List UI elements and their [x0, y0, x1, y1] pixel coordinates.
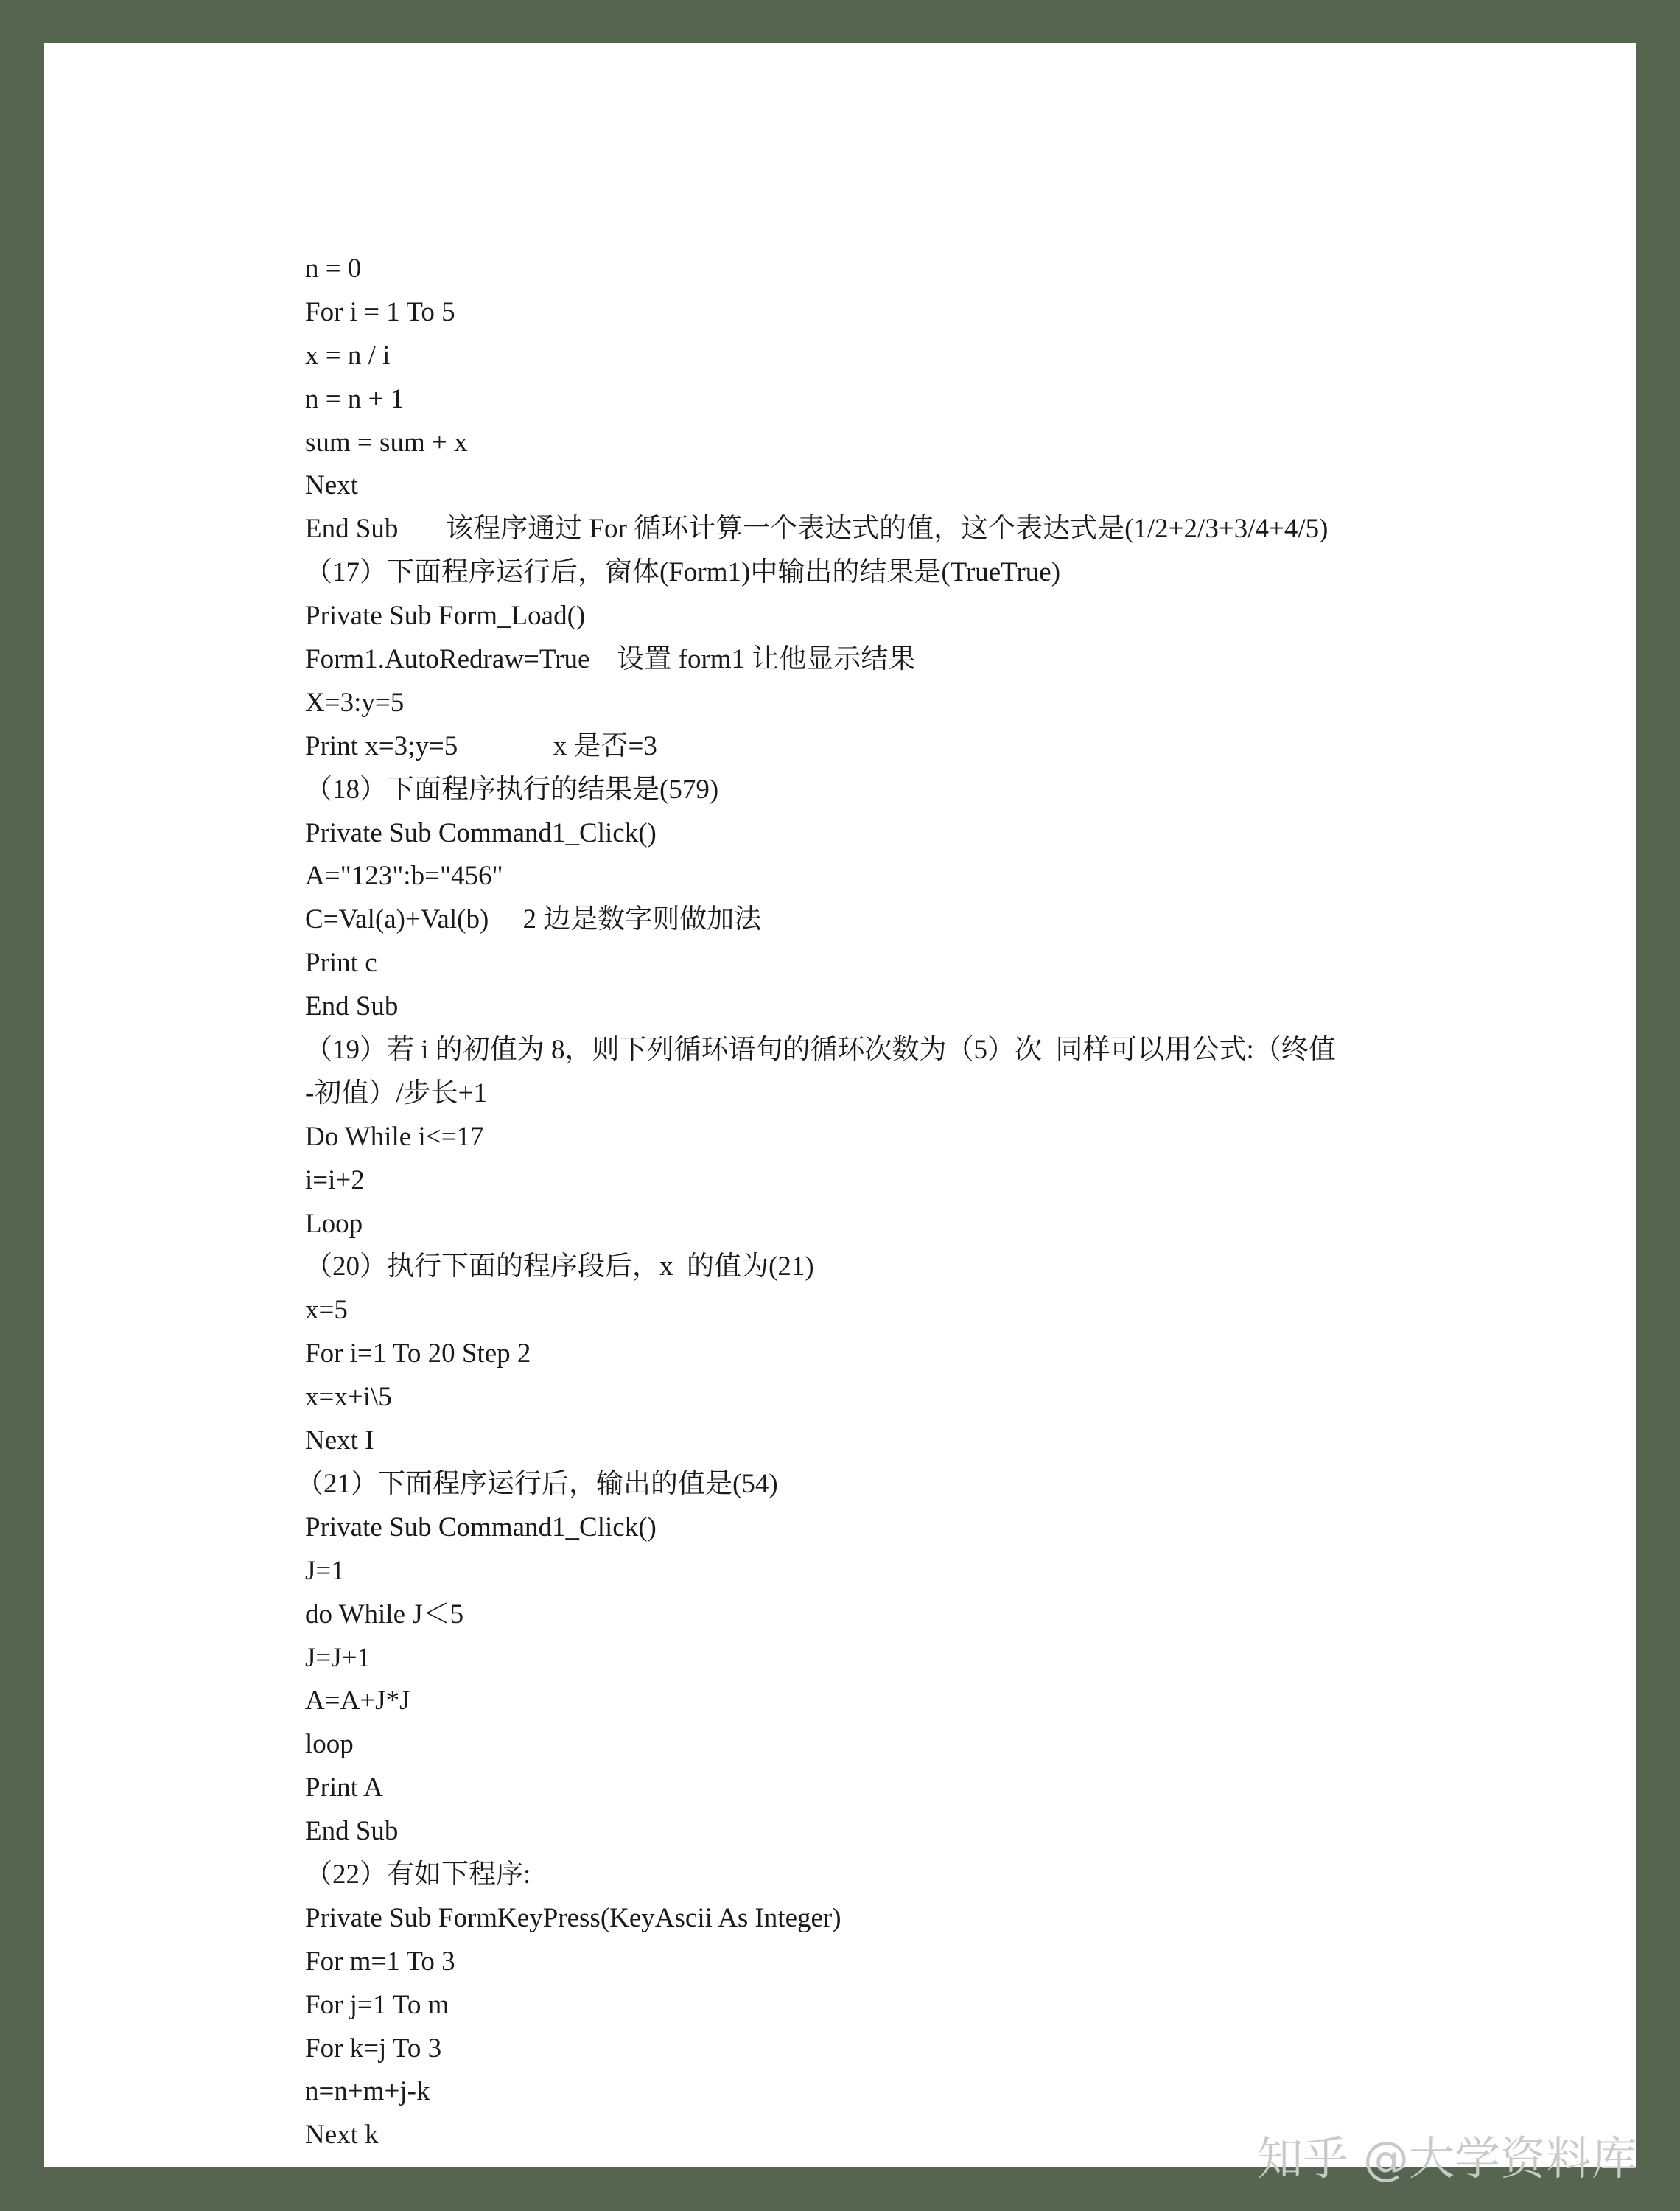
text-line: End Sub [305, 991, 399, 1022]
text-line: C=Val(a)+Val(b) 2 边是数字则做加法 [305, 904, 762, 935]
text-line: n = n + 1 [305, 383, 405, 414]
text-line: x = n / i [305, 340, 391, 371]
text-line: Print c [305, 948, 377, 979]
text-line: Next [305, 470, 358, 501]
text-line: A=A+J*J [305, 1686, 410, 1716]
question-heading: （17）下面程序运行后，窗体(Form1)中输出的结果是(TrueTrue) [305, 557, 1061, 588]
question-heading: （21）下面程序运行后，输出的值是(54) [296, 1468, 778, 1499]
text-line: i=i+2 [305, 1164, 365, 1195]
text-line: X=3:y=5 [305, 687, 405, 718]
text-line: For m=1 To 3 [305, 1946, 455, 1977]
text-line: x=x+i\5 [305, 1382, 392, 1413]
text-line: sum = sum + x [305, 427, 468, 458]
question-heading: （18）下面程序执行的结果是(579) [305, 774, 719, 805]
text-line: J=1 [305, 1555, 345, 1586]
text-line: Private Sub Command1_Click() [305, 817, 657, 848]
zhihu-watermark: 知乎 @大学资料库 [1257, 2131, 1637, 2185]
text-line: Next k [305, 2120, 379, 2151]
text-line: x=5 [305, 1295, 348, 1326]
text-line: Print x=3;y=5 x 是否=3 [305, 730, 657, 761]
text-line: Private Sub FormKeyPress(KeyAscii As Integer) [305, 1902, 841, 1933]
text-line: For i=1 To 20 Step 2 [305, 1338, 531, 1369]
text-line: For k=j To 3 [305, 2033, 442, 2064]
question-heading: （19）若 i 的初值为 8，则下列循环语句的循环次数为（5）次 同样可以用公式:（终值 [305, 1035, 1336, 1066]
text-line: For i = 1 To 5 [305, 296, 455, 327]
text-line: Print A [305, 1772, 383, 1803]
text-line: loop [305, 1729, 354, 1760]
text-line: For j=1 To m [305, 1989, 449, 2020]
text-line: End Sub [305, 1816, 399, 1847]
text-line: A="123":b="456" [305, 861, 503, 892]
text-line: n = 0 [305, 254, 362, 284]
text-line: do While J＜5 [305, 1599, 464, 1630]
document-page [44, 43, 1636, 2167]
text-line: Loop [305, 1208, 363, 1239]
text-line: Form1.AutoRedraw=True 设置 form1 让他显示结果 [305, 644, 916, 675]
text-line: Private Sub Command1_Click() [305, 1512, 657, 1543]
text-line: End Sub 该程序通过 For 循环计算一个表达式的值，这个表达式是(1/2+2/3+3/4+4/5) [305, 514, 1329, 545]
text-line: Next I [305, 1425, 374, 1456]
text-line: -初值）/步长+1 [305, 1077, 487, 1108]
question-heading: （22）有如下程序: [305, 1859, 531, 1890]
text-line: n=n+m+j-k [305, 2076, 430, 2107]
question-heading: （20）执行下面的程序段后，x 的值为(21) [305, 1251, 814, 1282]
text-line: J=J+1 [305, 1642, 371, 1673]
document-text-block [296, 248, 1558, 2157]
text-line: Private Sub Form_Load() [305, 601, 586, 632]
text-line: Do While i<=17 [305, 1121, 484, 1152]
